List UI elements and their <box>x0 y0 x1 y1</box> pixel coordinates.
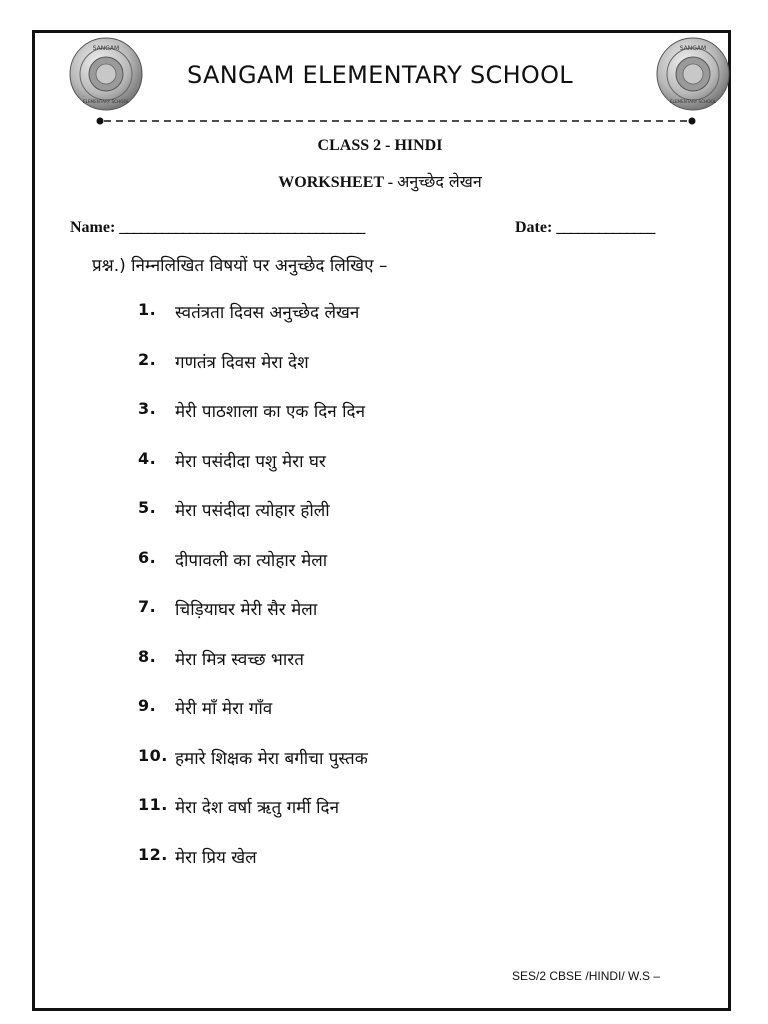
question-number: 4. <box>138 448 157 468</box>
question-text: दीपावली का त्योहार मेला <box>175 550 328 571</box>
footer-code: SES/2 CBSE /HINDI/ W.S – <box>512 969 661 983</box>
question-text: मेरी पाठशाला का एक दिन दिन <box>175 402 366 422</box>
instruction-text: प्रश्न.) निम्नलिखित विषयों पर अनुच्छेद लिखिए – <box>92 256 388 276</box>
question-text: मेरा देश वर्षा ऋतु गर्मी दिन <box>175 798 340 818</box>
date-label: Date: <box>515 219 553 236</box>
question-number: 5. <box>138 498 157 517</box>
question-text: हमारे शिक्षक मेरा बगीचा पुस्तक <box>175 748 368 769</box>
question-item <box>138 449 368 499</box>
question-text: चिड़ियाघर मेरी सैर मेला <box>175 600 318 620</box>
question-text: गणतंत्र दिवस मेरा देश <box>175 352 309 373</box>
question-number: 6. <box>138 547 157 567</box>
question-item <box>138 795 368 845</box>
question-number: 11. <box>138 795 168 814</box>
school-logo-left <box>69 37 143 111</box>
question-item <box>138 647 368 697</box>
question-item <box>138 300 368 350</box>
worksheet-hindi-title: अनुच्छेद लेखन <box>397 172 482 191</box>
question-item <box>138 350 368 400</box>
question-number: 7. <box>138 597 157 616</box>
school-name: SANGAM ELEMENTARY SCHOOL <box>187 61 573 89</box>
date-field[interactable] <box>515 219 654 237</box>
svg-text:SANGAM: SANGAM <box>92 45 120 52</box>
worksheet-title <box>160 170 600 192</box>
question-number: 10. <box>138 745 168 765</box>
question-item <box>138 399 368 449</box>
svg-text:ELEMENTARY SCHOOL: ELEMENTARY SCHOOL <box>82 99 130 104</box>
question-number: 2. <box>138 349 157 369</box>
name-label: Name: <box>70 219 116 236</box>
question-text: मेरा प्रिय खेल <box>175 847 257 868</box>
question-number: 3. <box>138 399 157 418</box>
school-logo-right <box>656 37 730 111</box>
question-list <box>138 300 368 894</box>
question-item <box>138 498 368 548</box>
date-blank-line[interactable]: ______________ <box>556 219 655 236</box>
worksheet-prefix: WORKSHEET - <box>278 174 398 191</box>
question-item <box>138 845 368 895</box>
question-text: मेरा मित्र स्वच्छ भारत <box>175 649 304 670</box>
name-field[interactable] <box>70 219 364 237</box>
name-blank-line[interactable]: ___________________________________ <box>119 219 365 236</box>
question-number: 12. <box>138 844 168 864</box>
svg-text:ELEMENTARY SCHOOL: ELEMENTARY SCHOOL <box>669 99 717 104</box>
header-divider <box>96 111 696 121</box>
question-text: मेरा पसंदीदा पशु मेरा घर <box>175 451 326 472</box>
question-number: 1. <box>138 300 157 319</box>
svg-text:SANGAM: SANGAM <box>679 45 707 52</box>
question-item <box>138 597 368 647</box>
question-item <box>138 696 368 746</box>
question-text: मेरी माँ मेरा गाँव <box>175 699 273 719</box>
question-number: 8. <box>138 646 157 666</box>
question-text: स्वतंत्रता दिवस अनुच्छेद लेखन <box>175 303 360 323</box>
question-item <box>138 548 368 598</box>
class-title: CLASS 2 - HINDI <box>317 137 443 154</box>
question-item <box>138 746 368 796</box>
question-text: मेरा पसंदीदा त्योहार होली <box>175 501 330 521</box>
question-number: 9. <box>138 696 157 715</box>
